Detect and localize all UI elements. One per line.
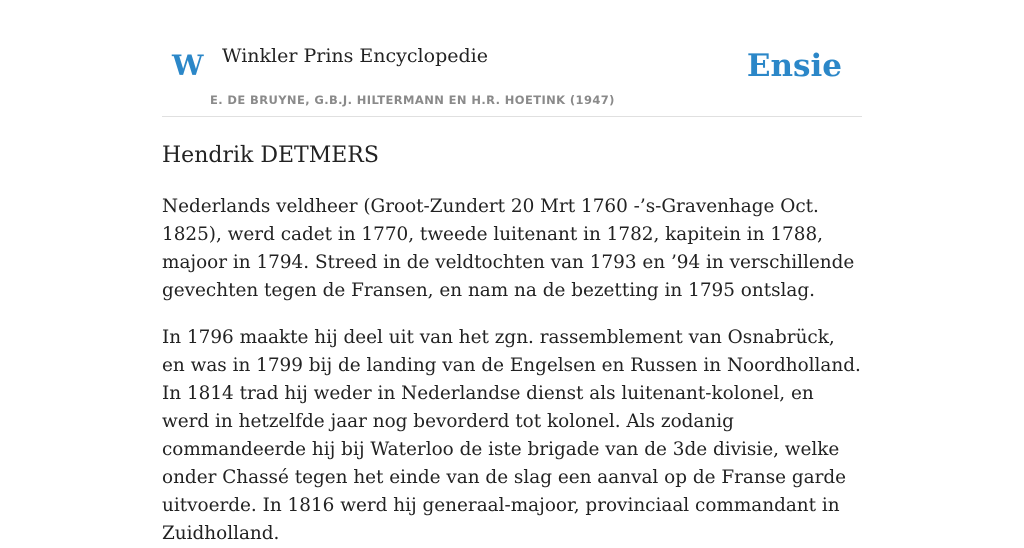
article-title: Hendrik DETMERS (162, 143, 379, 168)
publication-logo-icon[interactable]: W (172, 49, 204, 82)
article-paragraph: In 1796 maakte hij deel uit van het zgn. rassemblement van Osnabrück, en was in 1799 bij de landing van de Engelsen en Russen in Noordholland. In 1814 trad hij weder in Nederlandse dienst als luitenant-kolonel, en werd in hetzelfde jaar nog bevorderd tot kolonel. Als zodanig commandeerde hij bij Waterloo de iste brigade van de 3de divisie, welke onder Chassé tegen het einde van de slag een aanval op de Franse garde uitvoerde. In 1816 werd hij generaal-majoor, provinciaal commandant in Zuidholland. (162, 327, 861, 545)
publication-authors: E. DE BRUYNE, G.B.J. HILTERMANN EN H.R. HOETINK (1947) (210, 93, 615, 107)
site-header (162, 0, 862, 117)
brand-logo[interactable]: Ensie (746, 48, 842, 84)
publication-title[interactable]: Winkler Prins Encyclopedie (222, 45, 488, 67)
page-container (162, 0, 862, 548)
article-paragraph: Nederlands veldheer (Groot-Zundert 20 Mrt 1760 -’s-Gravenhage Oct. 1825), werd cadet in 1770, tweede luitenant in 1782, kapitein in 1788, majoor in 1794. Streed in de veldtochten van 1793 en ’94 in verschillende gevechten tegen de Fransen, en nam na de bezetting in 1795 ontslag. (162, 196, 855, 302)
